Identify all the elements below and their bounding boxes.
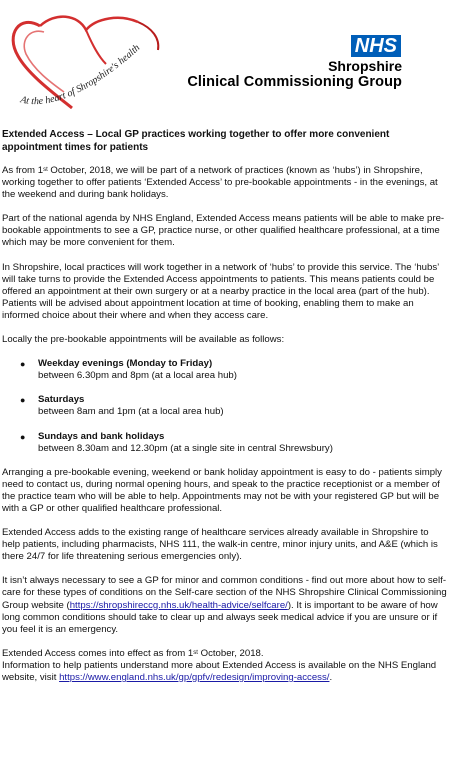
letterhead [0, 0, 451, 125]
bullet-icon: ● [20, 395, 26, 406]
text: Information to help patients understand more about Extended Access is available on the NHS England website, visit [2, 659, 437, 683]
org-name-line1: Shropshire [328, 58, 402, 74]
heart-logo [0, 4, 200, 124]
bullet-icon: ● [20, 431, 26, 442]
paragraph-hubs: In Shropshire, local practices will work together in a network of ‘hubs’ to provide this service. The ‘hubs’ will take turns to provide the Extended Access appointments to patients. This means patients could be offered an appointment at their own surgery or at a nearby practice in the local area (part of the hub). Patients will be advised about appointment location at time of booking, enabling them to make an informed choice about their where and when they access care. [2, 261, 439, 321]
session-detail: between 8am and 1pm (at a local area hub) [38, 406, 224, 418]
paragraph-effective-date [2, 648, 448, 684]
org-name-line2: Clinical Commissioning Group [187, 74, 402, 90]
document-body [2, 128, 448, 684]
paragraph-availability: Locally the pre-bookable appointments will be available as follows: [2, 334, 285, 346]
list-item [2, 358, 448, 382]
text: ). It is important to be aware of how long common conditions should take to clear up and always seek medical advice if you are unsure or if you feel it is an emergency. [2, 599, 438, 635]
document-title: Extended Access – Local GP practices working together to offer more convenient appointment times for patients [2, 129, 390, 153]
logo-tagline: At the heart of Shropshire's health [19, 42, 143, 108]
paragraph-national-agenda: Part of the national agenda by NHS England, Extended Access means patients will be able to make pre-bookable appointments to see a GP, practice nurse, or other qualified healthcare professional, at a time which may be more convenient for them. [2, 213, 445, 249]
org-name [187, 58, 402, 90]
session-list [2, 358, 448, 455]
paragraph-intro [2, 165, 448, 201]
session-title: Weekday evenings (Monday to Friday) [38, 358, 213, 370]
text: . [329, 672, 333, 683]
superscript: st [43, 167, 48, 173]
text: October, 2018, we will be part of a network of practices (known as ‘hubs’) in Shropshire, working together to offer patients ‘Extended Access’ to pre-bookable appointments - in the evenings, at the weekend and during bank holidays. [2, 165, 438, 201]
list-item [2, 431, 448, 455]
session-title: Saturdays [38, 394, 85, 406]
self-care-link[interactable]: https://shropshireccg.nhs.uk/health-advice/selfcare/ [69, 599, 288, 611]
session-detail: between 6.30pm and 8pm (at a local area hub) [38, 370, 237, 382]
text: It isn’t always necessary to see a GP for minor and common conditions - find out more about how to self-care for these types of conditions on the Self-care section of the NHS Shropshire Clinical Commissioning Group website ( [2, 575, 447, 611]
paragraph-arranging: Arranging a pre-bookable evening, weekend or bank holiday appointment is easy to do - patients simply need to contact us, during normal opening hours, and speak to the practice receptionist or a member of the practice team who will be able to help. Appointments may not be with your registered GP but will be with a GP or other qualified healthcare professional. [2, 466, 442, 514]
session-title: Sundays and bank holidays [38, 430, 165, 442]
text: October, 2018. [197, 647, 264, 659]
list-item [2, 394, 448, 418]
paragraph-services: Extended Access adds to the existing range of healthcare services already available in Shropshire to help patients, including pharmacists, NHS 111, the walk-in centre, minor injury units, and A&E (which is there 24/7 for life threatening serious emergencies only). [2, 527, 438, 563]
nhs-england-link[interactable]: https://www.england.nhs.uk/gp/gpfv/redesign/improving-access/ [59, 672, 330, 683]
superscript: st [193, 649, 198, 656]
text: Extended Access comes into effect as from 1 [2, 647, 194, 659]
paragraph-self-care [2, 575, 448, 635]
text: As from 1 [2, 165, 44, 176]
session-detail: between 8.30am and 12.30pm (at a single site in central Shrewsbury) [38, 442, 333, 454]
nhs-badge: NHS [351, 35, 401, 57]
bullet-icon: ● [20, 359, 26, 370]
